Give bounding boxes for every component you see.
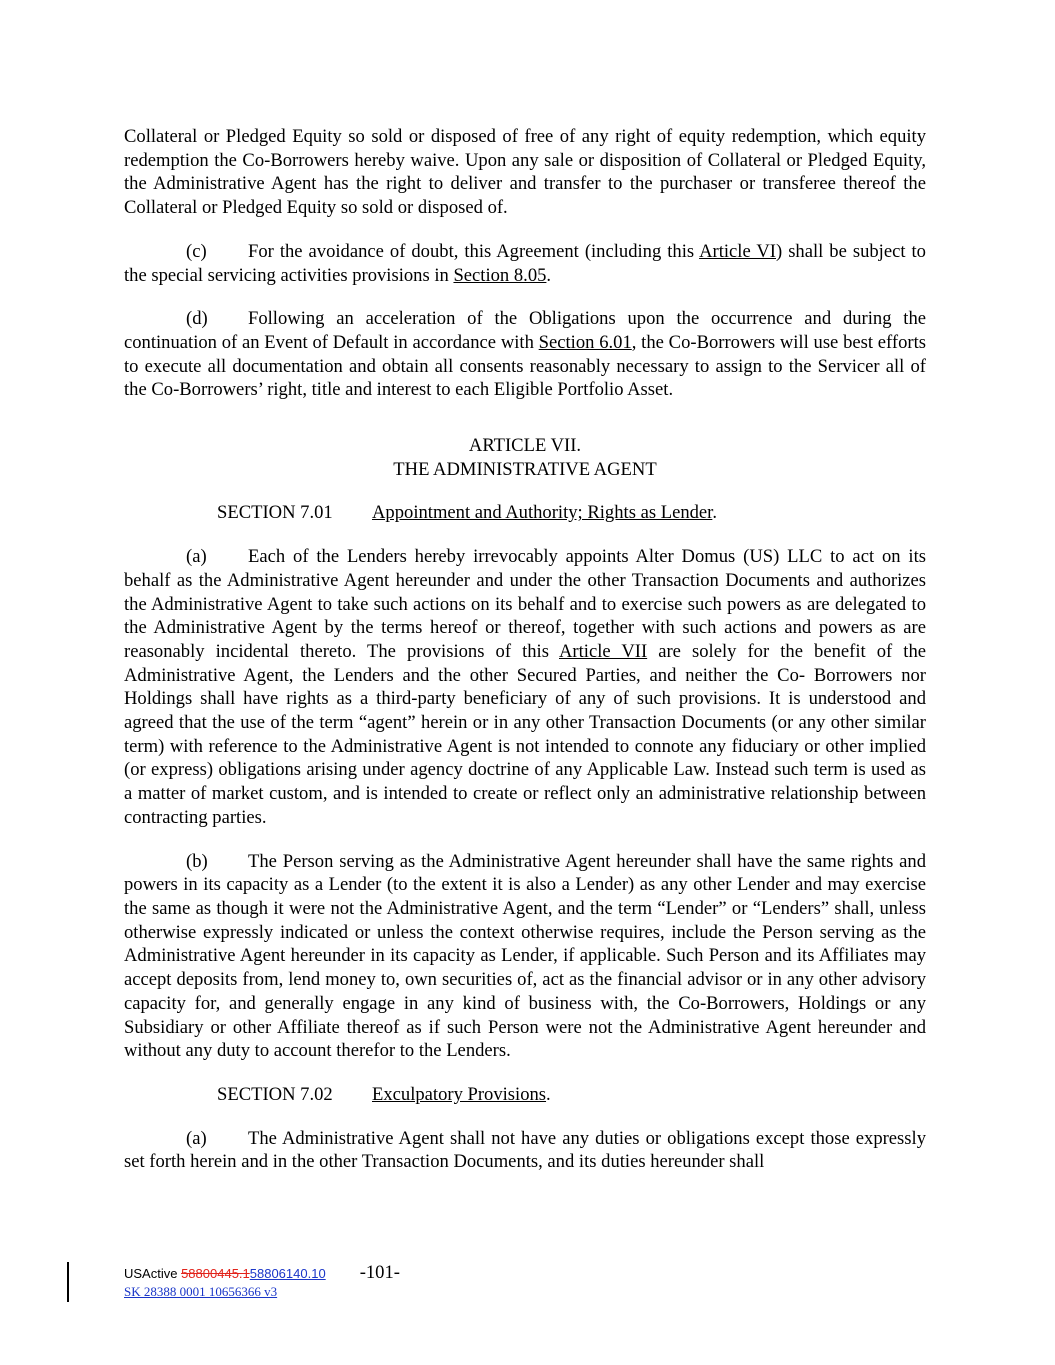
section-7-02-number: SECTION 7.02 <box>217 1083 333 1105</box>
section-7-02-paragraph-a <box>124 1127 926 1174</box>
section-7-01-a-text-2: are solely for the benefit of the Administrative Agent, the Lenders and the other Secured Parties, and neither the Co- Borrowers nor Holdings shall have rights as a third-party beneficiary of any of such provisions. It is understood and agreed that the use of the term “agent” herein or in any other Transaction Documents (or any other similar term) with reference to the Administrative Agent is not intended to connote any fiduciary or other implied (or express) obligations arising under agency doctrine of any Applicable Law. Instead such term is used as a matter of market custom, and is intended to create or reflect only an administrative relationship between contracting parties. <box>124 640 926 828</box>
paragraph-d <box>124 307 926 402</box>
footer-inserted-doc-number: 58806140.10 <box>249 1266 326 1281</box>
section-7-01-heading <box>124 501 926 525</box>
paragraph-c-text-1: For the avoidance of doubt, this Agreement (including this <box>248 240 700 262</box>
section-7-01-b-label: (b) <box>186 850 208 872</box>
section-6-01-reference: Section 6.01 <box>538 331 632 353</box>
paragraph-intro: Collateral or Pledged Equity so sold or disposed of free of any right of equity redemption, which equity redemption the Co-Borrowers hereby waive. Upon any sale or disposition of Collateral or Pledged Equity, the Administrative Agent has the right to deliver and transfer to the purchaser or transferee thereof the Collateral or Pledged Equity so sold or disposed of. <box>124 126 926 219</box>
footer-doc-id-line <box>124 1264 400 1283</box>
section-7-01-paragraph-a <box>124 545 926 829</box>
article-title: THE ADMINISTRATIVE AGENT <box>393 458 657 480</box>
document-page <box>124 125 926 1174</box>
page-footer <box>124 1264 400 1301</box>
footer-sk-id: SK 28388 0001 10656366 v3 <box>124 1284 278 1299</box>
paragraph-c <box>124 240 926 287</box>
section-7-01-a-label: (a) <box>186 546 207 568</box>
paragraph-c-text-3: . <box>546 264 552 286</box>
article-vi-reference: Article VI <box>699 240 776 262</box>
footer-doc-prefix: USActive <box>124 1266 182 1281</box>
section-7-02-a-text: The Administrative Agent shall not have any duties or obligations except those expressly set forth herein and in the other Transaction Documents, and its duties hereunder shall <box>124 1127 926 1173</box>
section-7-01-b-text: The Person serving as the Administrative Agent hereunder shall have the same rights and powers in its capacity as a Lender (to the extent it is also a Lender) as any other Lender and may exercise the same as though it were not the Administrative Agent, and the term “Lender” or “Lenders” shall, unless otherwise expressly indicated or unless the context otherwise requires, include the Person serving as the Administrative Agent hereunder in its capacity as Lender, if applicable. Such Person and its Affiliates may accept deposits from, lend money to, own securities of, act as the financial advisor or in any other advisory capacity for, and generally engage in any kind of business with, the Co-Borrowers, Holdings or any Subsidiary or other Affiliate thereof as if such Person were not the Administrative Agent hereunder and without any duty to account therefor to the Lenders. <box>124 850 926 1062</box>
article-number: ARTICLE VII. <box>468 435 582 457</box>
section-7-02-heading <box>124 1083 926 1107</box>
paragraph-c-label: (c) <box>186 240 207 262</box>
section-7-01-number: SECTION 7.01 <box>217 502 333 524</box>
section-7-02-a-label: (a) <box>186 1127 207 1149</box>
section-7-01-period: . <box>712 502 717 524</box>
paragraph-c-text-2: ) shall be subject to the special servicing activities provisions in <box>124 240 926 286</box>
paragraph-d-label: (d) <box>186 308 208 330</box>
paragraph-d-text-2: , the Co-Borrowers will use best efforts to execute all documentation and obtain all consents reasonably necessary to assign to the Servicer all of the Co-Borrowers’ right, title and interest to each Eligible Portfolio Asset. <box>124 331 926 401</box>
paragraph-d-text-1: Following an acceleration of the Obligations upon the occurrence and during the continuation of an Event of Default in accordance with <box>124 308 926 353</box>
section-7-01-paragraph-b <box>124 850 926 1063</box>
footer-deleted-doc-number: 58800445.1 <box>181 1266 250 1281</box>
page-number: -101- <box>359 1262 400 1283</box>
section-8-05-reference: Section 8.05 <box>453 264 547 286</box>
article-vii-reference: Article VII <box>559 640 648 662</box>
section-7-01-a-text-1: Each of the Lenders hereby irrevocably appoints Alter Domus (US) LLC to act on its behalf as the Administrative Agent hereunder and under the other Transaction Documents and authorizes the Administrative Agent to take such actions on its behalf and to exercise such powers as are delegated to the Administrative Agent by the terms hereof or thereof, together with such actions and powers as are reasonably incidental thereto. The provisions of this <box>124 546 926 662</box>
revision-change-bar <box>67 1262 69 1302</box>
section-7-02-period: . <box>546 1083 551 1105</box>
section-7-02-title: Exculpatory Provisions <box>372 1083 547 1105</box>
section-7-01-title: Appointment and Authority; Rights as Lender <box>372 502 713 524</box>
